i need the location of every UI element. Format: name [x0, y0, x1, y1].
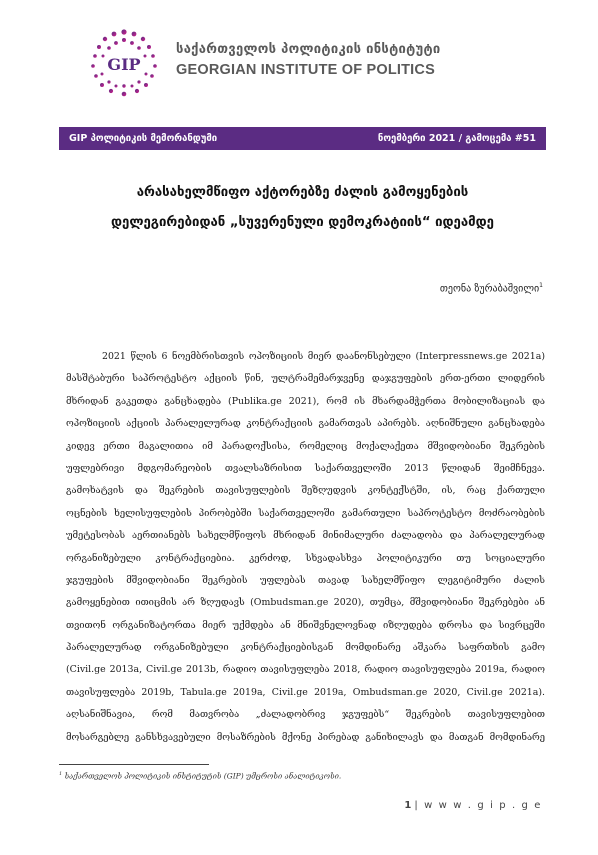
logo-text: GIP [107, 55, 141, 74]
body-line: (Civil.ge 2013a, Civil.ge 2013b, რადიო თავისუფლება 2018, რადიო თავისუფლება 2019a, რადიო [66, 664, 545, 676]
body-line: ოპოზიციის აქციის პარალელურად კონტრაქციის გამართვას აპირებს. აღნიშნული განცხადება [66, 418, 545, 430]
org-name-english: GEORGIAN INSTITUTE OF POLITICS [176, 62, 435, 78]
body-line: უმეტესობას აერთიანებს სახელმწიფოს მხრიდან მინიმალური ძალადობა და პარალელურად [66, 530, 545, 542]
body-line: ჯგუფების მშვიდობიანი შეკრების უფლებას თავად სახელმწიფო ლეგიტიმური ძალის [66, 574, 545, 586]
footnote-divider [59, 764, 209, 765]
org-name-georgian: საქართველოს პოლიტიკის ინსტიტუტი [176, 42, 441, 57]
body-line: თვითონ ორგანიზატორთა მიერ უქმდება ან მნიშვნელოვნად იზღუდება დროსა და სივრცეში [66, 619, 545, 631]
body-line: 2021 წლის 6 ნოემბრისთვის ოპოზიციის მიერ დაანონსებული (Interpressnews.ge 2021a) [102, 351, 545, 362]
body-line: თავისუფლება 2019b, Tabula.ge 2019a, Civil.ge 2019a, Ombudsman.ge 2020, Civil.ge 2021a). [66, 686, 545, 698]
body-line: გამოხატვის და შეკრების თავისუფლების შეზღუდვის კონტექსტში, ის, რაც ქართული [66, 485, 545, 497]
body-line: მოსარგებლე განსხვავებული მოსაზრების მქონე პირებად განიხილავს და მათგან მომდინარე [66, 731, 545, 743]
website-link[interactable]: w w w . g i p . g e [424, 800, 542, 811]
author-footnote-mark: 1 [539, 282, 543, 289]
footer-separator: | [414, 800, 420, 811]
document-title [55, 178, 550, 238]
body-line: აღსანიშნავია, რომ მათვრობა „ძალადობრივ ჯგუფებს“ შეკრების თავისუფლებით [66, 709, 545, 721]
body-line: მხრიდან გაკეთდა განცხადება (Publika.ge 2021), რომ ის მხარდამჭერთა მობილიზაციას და [66, 395, 545, 407]
body-line: მასშტაბური საპროტესტო აქციის წინ, ულტრამემარჯვენე დაჯგუფების ერთ-ერთი ლიდერის [66, 373, 545, 385]
body-line: კიდევ ერთი მაგალითია იმ პარადოქსისა, რომელიც მოქალაქეთა მშვიდობიანი შეკრების [66, 440, 545, 452]
title-line-1: არასახელმწიფო აქტორებზე ძალის გამოყენების [136, 185, 469, 200]
footnote-text: საქართველოს პოლიტიკის ინსტიტუტის (GIP) უმცროსი ანალიტიკოსი. [64, 771, 342, 781]
gip-logo [87, 26, 161, 100]
body-line: პარალელურად ორგანიზებული კონტრაქციებისგან მომდინარე აშკარა საფრთხის გამო [66, 642, 545, 654]
body-line: უფლებრივი მდგომარეობის თვალსაზრისით საქართველოში 2013 წლიდან შეიმჩნევა. [66, 462, 545, 474]
footnote-mark: 1 [59, 771, 63, 777]
memo-series-label: GIP პოლიტიკის მემორანდუმი [69, 133, 218, 144]
author-name [440, 282, 543, 294]
body-line: გამოყენებით ითიცმის არ ზღუდავს (Ombudsman.ge 2020), თუმცა, მშვიდობიანი შეკრებები ან [66, 597, 545, 609]
issue-date-label: ნოემბერი 2021 / გამოცემა #51 [377, 133, 536, 144]
title-line-2: დელეგირებიდან „სუვერენული დემოკრატიის“ იდეამდე [111, 215, 494, 230]
page-number: 1 [404, 800, 412, 811]
page-footer [404, 800, 542, 811]
body-line: ორგანიზებული კონტრაქციებია. კერძოდ, სხვადასხვა პოლიტიკური თუ სოციალური [66, 552, 545, 564]
author-text: თეონა ზურაბაშვილი [439, 283, 540, 295]
body-line: ოცნების ხელისუფლების პირობებში საქართველოში გამართული საპროტესტო მოძრაობების [66, 507, 545, 519]
footnote [59, 771, 341, 781]
memo-header-band [59, 127, 546, 150]
body-paragraph [66, 346, 545, 749]
